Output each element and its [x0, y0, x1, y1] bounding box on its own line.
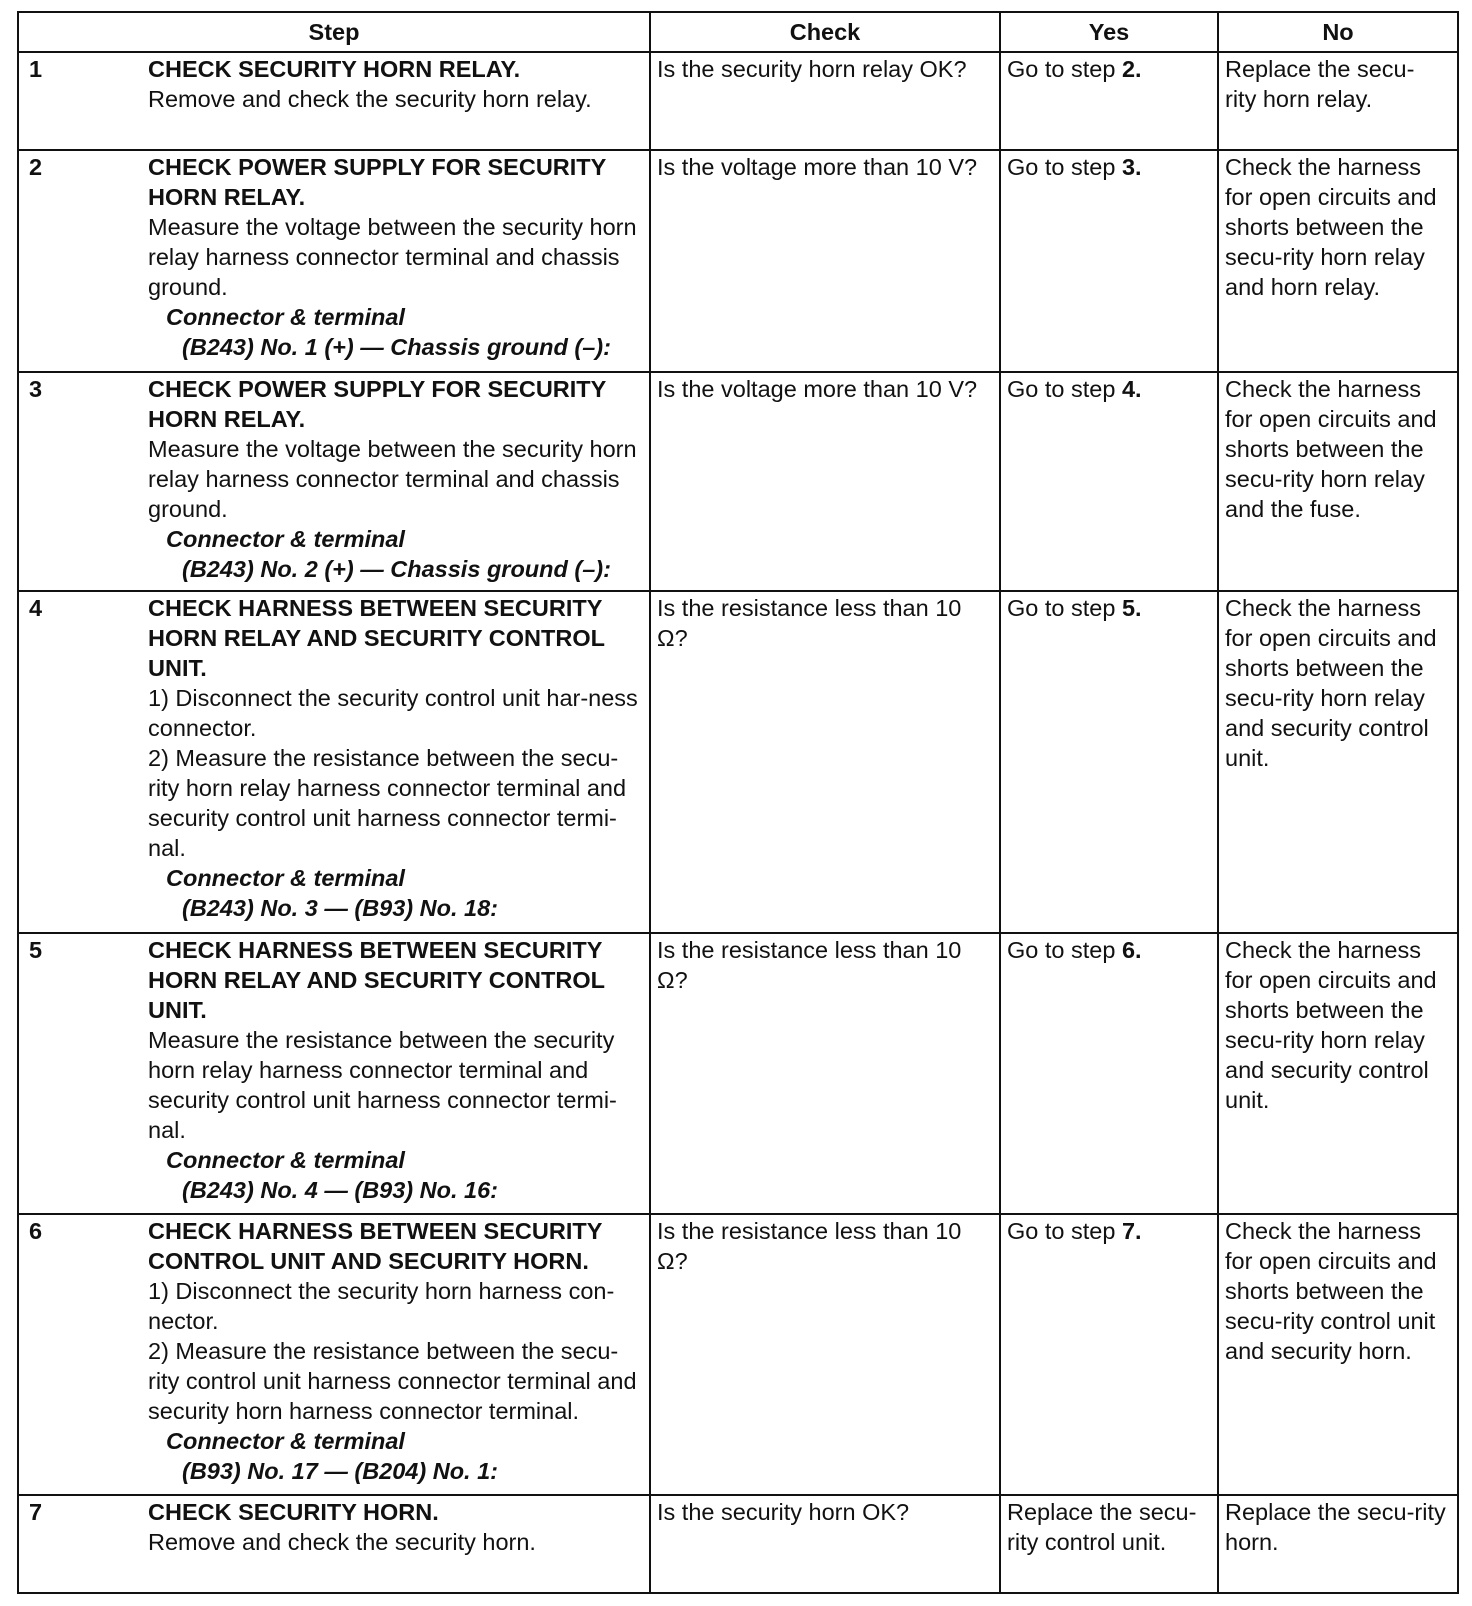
- table-row: [18, 150, 1458, 371]
- no-cell: Replace the secu- rity horn relay.: [1218, 52, 1458, 150]
- step-title: CHECK HARNESS BETWEEN SECURITY HORN RELAY AND SECURITY CONTROL UNIT.: [148, 594, 605, 681]
- connector-value: (B243) No. 2 (+) — Chassis ground (–):: [182, 555, 611, 582]
- step-number: 6: [29, 1217, 43, 1244]
- yes-text: Go to step: [1007, 594, 1122, 621]
- yes-text: Go to step: [1007, 937, 1122, 964]
- step-cell: [18, 933, 650, 1214]
- yes-text: Go to step: [1007, 375, 1122, 402]
- yes-cell: [1000, 1495, 1218, 1593]
- yes-cell: [1000, 591, 1218, 933]
- yes-step-ref: 7.: [1121, 1217, 1142, 1244]
- check-cell: Is the security horn relay OK?: [650, 52, 1000, 150]
- step-cell: [18, 1495, 650, 1593]
- no-cell: Check the harness for open circuits and shorts between the secu-rity horn relay and security control unit.: [1218, 933, 1458, 1214]
- header-row: [18, 12, 1458, 52]
- step-cell: [18, 1214, 650, 1495]
- step-instruction: Measure the voltage between the security horn relay harness connector terminal and chassis ground.: [148, 435, 637, 522]
- yes-cell: [1000, 150, 1218, 371]
- yes-step-ref: 2.: [1121, 56, 1142, 82]
- connector-label: Connector & terminal: [166, 1147, 405, 1174]
- step-instruction: 1) Disconnect the security control unit har-ness connector.: [148, 684, 638, 741]
- table-row: [18, 1495, 1458, 1593]
- yes-text: Go to step: [1007, 154, 1122, 181]
- connector-label: Connector & terminal: [166, 864, 405, 891]
- yes-step-ref: 3.: [1121, 154, 1142, 181]
- yes-text: Replace the secu-rity control unit.: [1007, 1498, 1197, 1555]
- step-cell: [18, 372, 650, 591]
- check-cell: Is the security horn OK?: [650, 1495, 1000, 1593]
- step-number: 2: [29, 154, 43, 181]
- header-check: Check: [650, 12, 1000, 52]
- no-cell: Check the harness for open circuits and shorts between the secu-rity control unit and security horn.: [1218, 1214, 1458, 1495]
- diagnostic-table: [17, 11, 1459, 1594]
- step-title: CHECK POWER SUPPLY FOR SECURITY HORN RELAY.: [148, 154, 606, 211]
- no-cell: Check the harness for open circuits and shorts between the secu-rity horn relay and horn relay.: [1218, 150, 1458, 371]
- connector-value: (B243) No. 3 — (B93) No. 18:: [182, 894, 499, 921]
- step-instruction: 2) Measure the resistance between the secu-rity control unit harness connector terminal and security horn harness connector terminal.: [148, 1337, 637, 1424]
- check-cell: Is the voltage more than 10 V?: [650, 150, 1000, 371]
- step-instruction: Remove and check the security horn relay.: [148, 86, 592, 112]
- step-instruction: 2) Measure the resistance between the secu-rity horn relay harness connector terminal and security control unit harness connector termi-nal.: [148, 744, 627, 861]
- step-number: 1: [29, 56, 43, 82]
- no-cell: Check the harness for open circuits and shorts between the secu-rity horn relay and security control unit.: [1218, 591, 1458, 933]
- connector-value: (B243) No. 4 — (B93) No. 16:: [182, 1177, 499, 1204]
- connector-value: (B243) No. 1 (+) — Chassis ground (–):: [182, 334, 611, 361]
- check-cell: Is the resistance less than 10 Ω?: [650, 933, 1000, 1214]
- table-row: [18, 933, 1458, 1214]
- header-no: No: [1218, 12, 1458, 52]
- step-number: 5: [29, 937, 43, 964]
- table-row: [18, 1214, 1458, 1495]
- step-instruction: Measure the voltage between the security horn relay harness connector terminal and chassis ground.: [148, 214, 637, 301]
- yes-cell: [1000, 372, 1218, 591]
- header-step: Step: [18, 12, 650, 52]
- table-row: [18, 591, 1458, 933]
- step-cell: [18, 591, 650, 933]
- yes-cell: [1000, 1214, 1218, 1495]
- yes-step-ref: 4.: [1121, 375, 1142, 402]
- yes-text: Go to step: [1007, 56, 1122, 82]
- connector-label: Connector & terminal: [166, 304, 405, 331]
- connector-value: (B93) No. 17 — (B204) No. 1:: [182, 1457, 499, 1484]
- connector-label: Connector & terminal: [166, 1427, 405, 1454]
- no-cell: Replace the secu-rity horn.: [1218, 1495, 1458, 1593]
- no-cell: Check the harness for open circuits and shorts between the secu-rity horn relay and the fuse.: [1218, 372, 1458, 591]
- yes-text: Go to step: [1007, 1217, 1122, 1244]
- check-cell: Is the voltage more than 10 V?: [650, 372, 1000, 591]
- yes-step-ref: 6.: [1121, 937, 1142, 964]
- diagnostic-procedure-sheet: [17, 11, 1457, 1594]
- connector-label: Connector & terminal: [166, 525, 405, 552]
- step-title: CHECK SECURITY HORN.: [148, 1498, 439, 1525]
- step-number: 3: [29, 375, 43, 402]
- table-row: [18, 52, 1458, 150]
- step-cell: [18, 150, 650, 371]
- check-cell: Is the resistance less than 10 Ω?: [650, 1214, 1000, 1495]
- step-instruction: Measure the resistance between the security horn relay harness connector terminal and security control unit harness connector termi-nal.: [148, 1027, 617, 1144]
- table-row: [18, 372, 1458, 591]
- step-title: CHECK POWER SUPPLY FOR SECURITY HORN RELAY.: [148, 375, 606, 432]
- check-cell: Is the resistance less than 10 Ω?: [650, 591, 1000, 933]
- step-instruction: 1) Disconnect the security horn harness con-nector.: [148, 1277, 615, 1334]
- yes-cell: [1000, 933, 1218, 1214]
- step-cell: [18, 52, 650, 150]
- yes-cell: [1000, 52, 1218, 150]
- step-number: 7: [29, 1498, 43, 1525]
- header-yes: Yes: [1000, 12, 1218, 52]
- step-title: CHECK HARNESS BETWEEN SECURITY CONTROL UNIT AND SECURITY HORN.: [148, 1217, 602, 1274]
- step-number: 4: [29, 594, 43, 621]
- yes-step-ref: 5.: [1121, 594, 1142, 621]
- step-title: CHECK HARNESS BETWEEN SECURITY HORN RELAY AND SECURITY CONTROL UNIT.: [148, 937, 605, 1024]
- step-title: CHECK SECURITY HORN RELAY.: [148, 56, 521, 82]
- step-instruction: Remove and check the security horn.: [148, 1528, 536, 1555]
